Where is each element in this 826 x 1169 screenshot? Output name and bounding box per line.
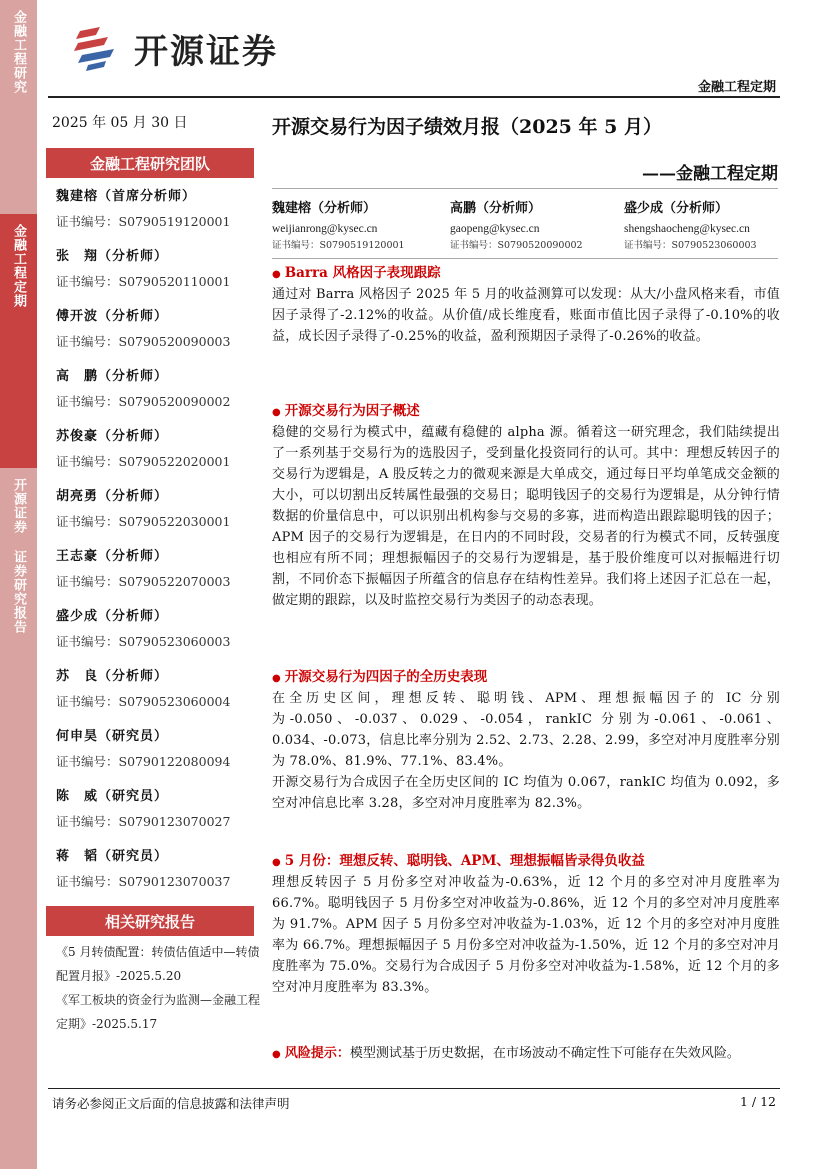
member-cert: 证书编号：S0790522070003 [56, 574, 231, 589]
team-member [56, 246, 256, 306]
member-cert: 证书编号：S0790123070027 [56, 814, 231, 829]
analyst-email[interactable]: shengshaocheng@kysec.cn [624, 223, 750, 235]
team-member [56, 666, 256, 726]
analyst-name: 盛少成（分析师） [624, 201, 729, 216]
report-date: 2025 年 05 月 30 日 [52, 115, 188, 131]
analyst-cert: 证书编号：S0790523060003 [624, 240, 757, 251]
member-name: 陈 威（研究员） [56, 789, 169, 804]
bullet-icon: ● [272, 407, 281, 418]
member-name: 胡亮勇（分析师） [56, 489, 169, 504]
member-name: 高 鹏（分析师） [56, 369, 169, 384]
section-body-2: 开源交易行为合成因子在全历史区间的 IC 均值为 0.067，rankIC 均值为 0.092，多空对冲信息比率 3.28，多空对冲月度胜率为 82.3%。 [272, 775, 780, 811]
analyst-cert: 证书编号：S0790519120001 [272, 240, 405, 251]
section-heading-text: 开源交易行为因子概述 [284, 403, 420, 419]
analyst-divider [272, 258, 778, 259]
team-member [56, 546, 256, 606]
analyst-card [624, 198, 757, 254]
header-category: 金融工程定期 [697, 80, 776, 95]
logo-text: 开源证券 [134, 31, 278, 72]
analyst-name: 高鹏（分析师） [450, 201, 542, 216]
team-member [56, 846, 256, 906]
report-subtitle: ——金融工程定期 [642, 164, 778, 184]
member-cert: 证书编号：S0790123070037 [56, 874, 231, 889]
bullet-icon: ● [272, 857, 281, 868]
risk-text: 模型测试基于历史数据，在市场波动不确定性下可能存在失效风险。 [349, 1046, 740, 1061]
team-member [56, 366, 256, 426]
team-member [56, 786, 256, 846]
team-list [56, 186, 256, 906]
team-member [56, 486, 256, 546]
section-may [272, 850, 780, 998]
side-strip [0, 0, 37, 1169]
related-reports-list [56, 940, 266, 1036]
team-member [56, 306, 256, 366]
member-name: 苏俊豪（分析师） [56, 429, 169, 444]
member-name: 傅开波（分析师） [56, 309, 169, 324]
bullet-icon: ● [272, 269, 281, 280]
section-body: 理想反转因子 5 月份多空对冲收益为-0.63%，近 12 个月的多空对冲月度胜率为 66.7%。聪明钱因子 5 月份多空对冲收益为-0.86%，近 12 个月的多空对冲月度胜率为 91.7%。APM 因子 5 月份多空对冲收益为-1.03%，近 12 个月的多空对冲月度胜率为 66.7%。理想振幅因子 5 月份多空对冲收益为-1.50%，近 12 个月的多空对冲月度胜率为 75.0%。交易行为合成因子 5 月份多空对冲收益为-1.58%，近 12 个月的多空对冲月度胜率为 83.3%。 [272, 875, 780, 995]
header-divider [48, 96, 780, 98]
section-heading [272, 400, 780, 422]
logo-mark-icon [74, 25, 126, 71]
strip-label-middle: 金融工程定期 [0, 214, 37, 468]
related-report-link[interactable]: 《5 月转债配置：转债估值适中—转债配置月报》-2025.5.20 [56, 945, 260, 983]
member-name: 张 翔（分析师） [56, 249, 169, 264]
analyst-email[interactable]: gaopeng@kysec.cn [450, 223, 540, 235]
section-heading [272, 850, 780, 872]
analyst-cert: 证书编号：S0790520090002 [450, 240, 583, 251]
member-cert: 证书编号：S0790522020001 [56, 454, 231, 469]
member-cert: 证书编号：S0790520090002 [56, 394, 231, 409]
team-member [56, 606, 256, 666]
team-member [56, 186, 256, 246]
member-cert: 证书编号：S0790520090003 [56, 334, 231, 349]
risk-label: 风险提示： [284, 1046, 350, 1061]
footer-divider [48, 1088, 780, 1089]
analyst-email[interactable]: weijianrong@kysec.cn [272, 223, 378, 235]
title-divider [272, 188, 778, 189]
member-name: 盛少成（分析师） [56, 609, 169, 624]
section-heading [272, 262, 780, 284]
team-heading: 金融工程研究团队 [46, 148, 254, 178]
member-name: 何申昊（研究员） [56, 729, 169, 744]
bullet-icon: ● [272, 1049, 281, 1060]
member-cert: 证书编号：S0790520110001 [56, 274, 231, 289]
strip-label-top: 金融工程研究 [0, 0, 37, 214]
member-cert: 证书编号：S0790522030001 [56, 514, 231, 529]
report-title: 开源交易行为因子绩效月报（2025 年 5 月） [272, 116, 662, 138]
footer-disclaimer: 请务必参阅正文后面的信息披露和法律声明 [52, 1096, 290, 1111]
bullet-icon: ● [272, 673, 281, 684]
team-member [56, 726, 256, 786]
member-cert: 证书编号：S0790523060003 [56, 634, 231, 649]
strip-label-bottom: 开源证券 证券研究报告 [0, 468, 37, 1169]
member-cert: 证书编号：S0790523060004 [56, 694, 231, 709]
company-logo [74, 24, 278, 72]
section-heading-text: 5 月份：理想反转、聪明钱、APM、理想振幅皆录得负收益 [284, 853, 645, 869]
section-barra [272, 262, 780, 347]
analyst-card [450, 198, 583, 254]
analyst-name: 魏建榕（分析师） [272, 201, 377, 216]
section-overview [272, 400, 780, 611]
related-report-link[interactable]: 《军工板块的资金行为监测—金融工程定期》-2025.5.17 [56, 993, 261, 1031]
team-member [56, 426, 256, 486]
section-heading-text: Barra 风格因子表现跟踪 [284, 265, 441, 281]
section-body: 在全历史区间，理想反转、聪明钱、APM、理想振幅因子的 IC 分别为-0.050、-0.037、0.029、-0.054，rankIC 分别为-0.061、-0.061、0.034、-0.073，信息比率分别为 2.52、2.73、2.28、2.99，多空对冲月度胜率分别为 78.0%、81.9%、77.1%、83.4%。 [272, 691, 780, 769]
risk-note [272, 1042, 740, 1061]
analyst-card [272, 198, 405, 254]
section-body: 通过对 Barra 风格因子 2025 年 5 月的收益测算可以发现：从大/小盘风格来看，市值因子录得了-2.12%的收益。从价值/成长维度看，账面市值比因子录得了-0.10%的收益，成长因子录得了-0.25%的收益，盈利预期因子录得了-0.26%的收益。 [272, 287, 780, 344]
section-heading [272, 666, 780, 688]
section-heading-text: 开源交易行为四因子的全历史表现 [284, 669, 488, 685]
member-name: 蒋 韬（研究员） [56, 849, 169, 864]
member-cert: 证书编号：S0790519120001 [56, 214, 231, 229]
member-name: 王志豪（分析师） [56, 549, 169, 564]
section-history [272, 666, 780, 814]
section-body: 稳健的交易行为模式中，蕴藏有稳健的 alpha 源。循着这一研究理念，我们陆续提出了一系列基于交易行为的选股因子，受到量化投资同行的认可。其中：理想反转因子的交易行为逻辑是，A 股反转之力的微观来源是大单成交，通过每日平均单笔成交金额的大小，可以切割出反转属性最强的交易日；聪明钱因子的交易行为逻辑是，从分钟行情数据的价量信息中，可以识别出机构参与交易的多寡，进而构造出跟踪聪明钱的因子；APM 因子的交易行为逻辑是，在日内的不同时段，交易者的行为模式不同，反转强度也相应有所不同；理想振幅因子的交易行为逻辑是，基于股价维度可以对振幅进行切割，不同价态下振幅因子所蕴含的信息存在结构性差异。我们将上述因子汇总在一起，做定期的跟踪，以及时监控交易行为类因子的动态表现。 [272, 425, 780, 608]
member-cert: 证书编号：S0790122080094 [56, 754, 231, 769]
page-number: 1 / 12 [739, 1094, 776, 1109]
member-name: 魏建榕（首席分析师） [56, 189, 197, 204]
member-name: 苏 良（分析师） [56, 669, 169, 684]
related-reports-heading: 相关研究报告 [46, 906, 254, 936]
